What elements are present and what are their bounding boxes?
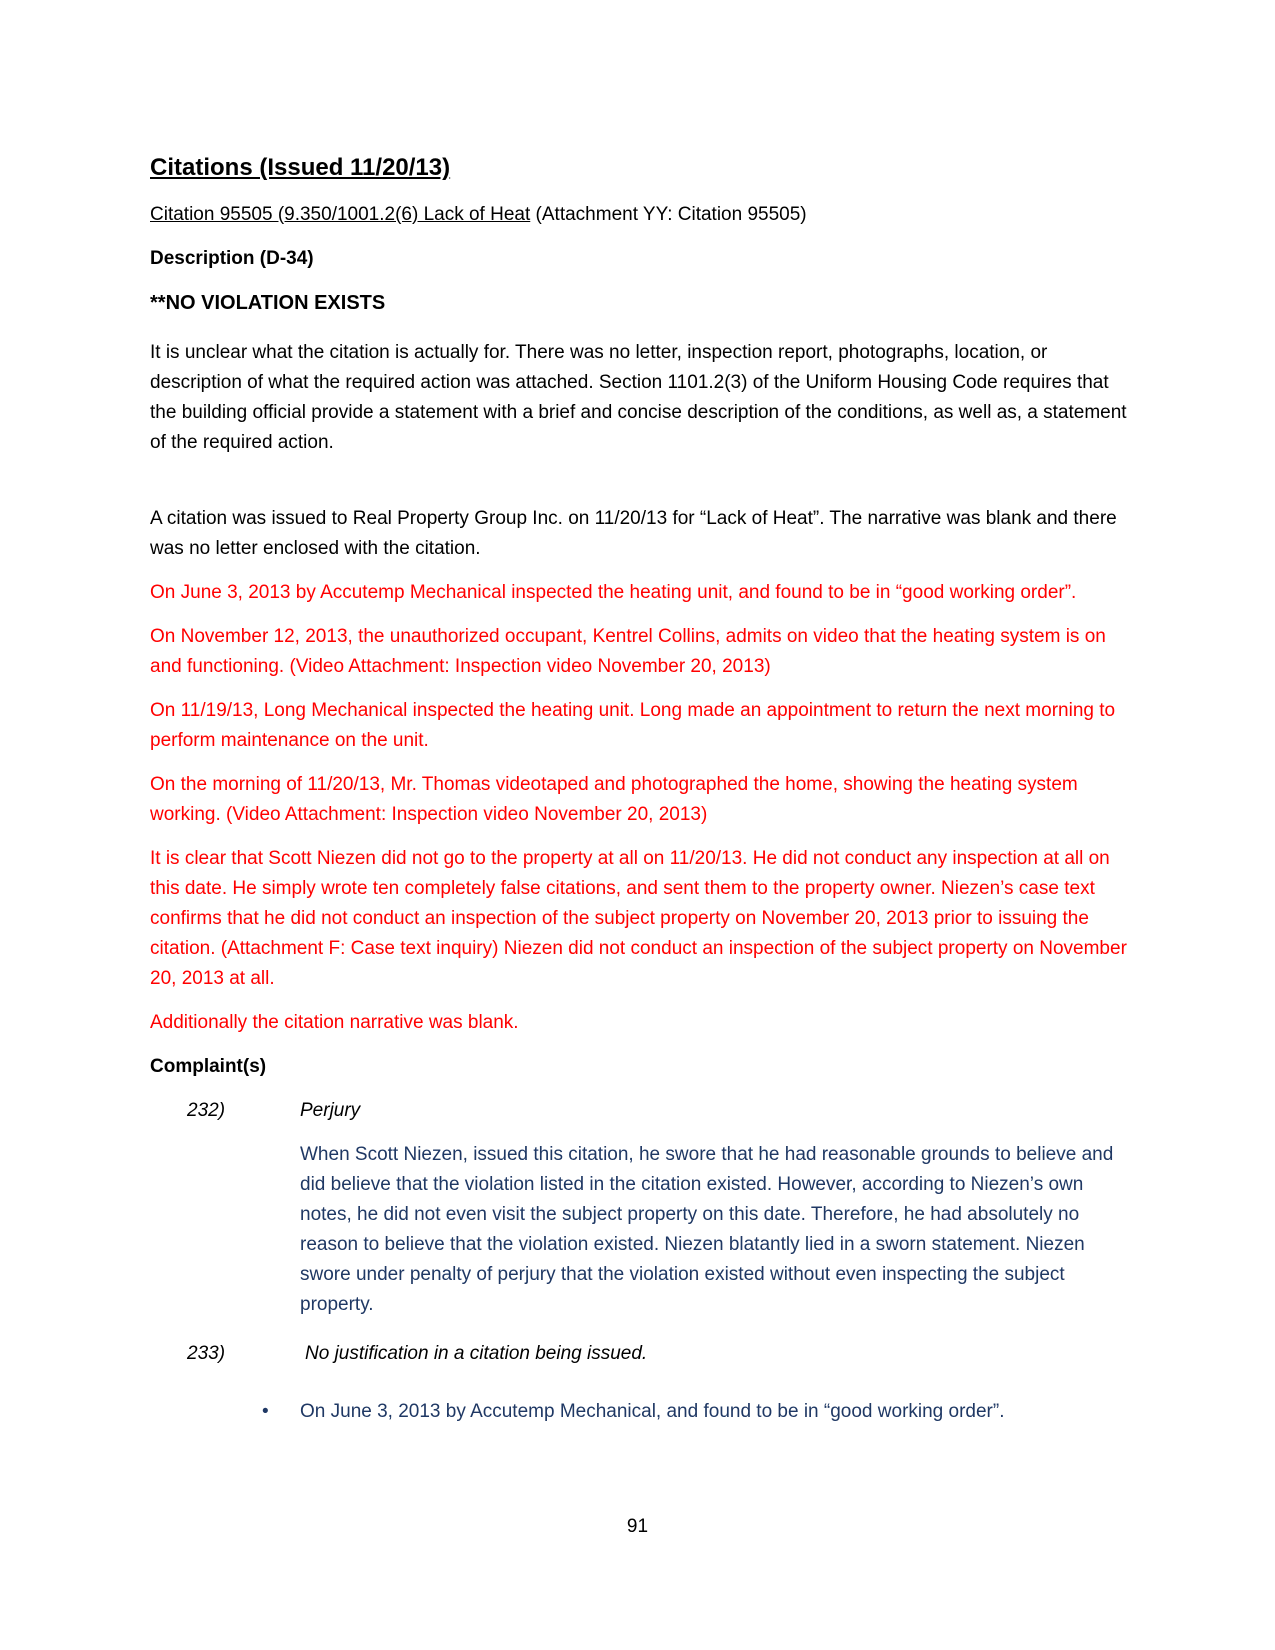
red-paragraph: On the morning of 11/20/13, Mr. Thomas videotaped and photographed the home, showing the heating system working. (Video Attachment: Inspection video November 20, 2013) — [150, 774, 1078, 825]
section-title: Citations (Issued 11/20/13) — [150, 154, 451, 181]
paragraph-unclear: It is unclear what the citation is actually for. There was no letter, inspection report, photographs, location, or description of what the required action was attached. Section 1101.2(3) of the Uniform Housing Code requires that the building official provide a statement with a brief and concise description of the conditions, as well as, a statement of the required action. — [150, 342, 1127, 453]
page-number: 91 — [626, 1516, 649, 1537]
red-paragraph: It is clear that Scott Niezen did not go to the property at all on 11/20/13. He did not conduct any inspection at all on this date. He simply wrote ten completely false citations, and sent them to the property owner. Niezen’s case text confirms that he did not conduct an inspection of the subject property on November 20, 2013 prior to issuing the citation. (Attachment F: Case text inquiry) Niezen did not conduct an inspection of the subject property on November 20, 2013 at all. — [150, 848, 1127, 989]
red-paragraph: On November 12, 2013, the unauthorized occupant, Kentrel Collins, admits on video that the heating system is on and functioning. (Video Attachment: Inspection video November 20, 2013) — [150, 626, 1106, 677]
paragraph-citation-issued: A citation was issued to Real Property Group Inc. on 11/20/13 for “Lack of Heat”. The narrative was blank and there was no letter enclosed with the citation. — [150, 508, 1117, 559]
complaint-232-header — [150, 1096, 1140, 1126]
description-label: Description (D-34) — [150, 248, 314, 269]
complaint-number: 232) — [187, 1100, 226, 1121]
complaint-title: No justification in a citation being issued. — [305, 1343, 648, 1364]
complaints-label: Complaint(s) — [150, 1056, 267, 1077]
citation-attachment: (Attachment YY: Citation 95505) — [530, 204, 807, 225]
complaint-body: When Scott Niezen, issued this citation, he swore that he had reasonable grounds to believe and did believe that the violation listed in the citation existed. However, according to Niezen’s own notes, he did not even visit the subject property on this date. Therefore, he had absolutely no reason to believe that the violation existed. Niezen blatantly lied in a sworn statement. Niezen swore under penalty of perjury that the violation existed without even inspecting the subject property. — [300, 1144, 1114, 1315]
bullet-icon: • — [262, 1401, 269, 1422]
complaint-number: 233) — [187, 1343, 226, 1364]
red-paragraph: On June 3, 2013 by Accutemp Mechanical inspected the heating unit, and found to be in “good working order”. — [150, 582, 1077, 603]
red-paragraph: Additionally the citation narrative was blank. — [150, 1012, 519, 1033]
red-paragraph: On 11/19/13, Long Mechanical inspected the heating unit. Long made an appointment to return the next morning to perform maintenance on the unit. — [150, 700, 1116, 751]
bullet-item — [150, 1397, 1140, 1427]
page-content — [150, 150, 1140, 1427]
citation-line — [150, 200, 1140, 230]
complaint-233-header — [150, 1339, 1140, 1369]
no-violation-heading: **NO VIOLATION EXISTS — [150, 292, 386, 314]
citation-heading: Citation 95505 (9.350/1001.2(6) Lack of Heat — [150, 204, 531, 225]
bullet-text: On June 3, 2013 by Accutemp Mechanical, and found to be in “good working order”. — [300, 1401, 1005, 1422]
complaint-title: Perjury — [300, 1100, 361, 1121]
